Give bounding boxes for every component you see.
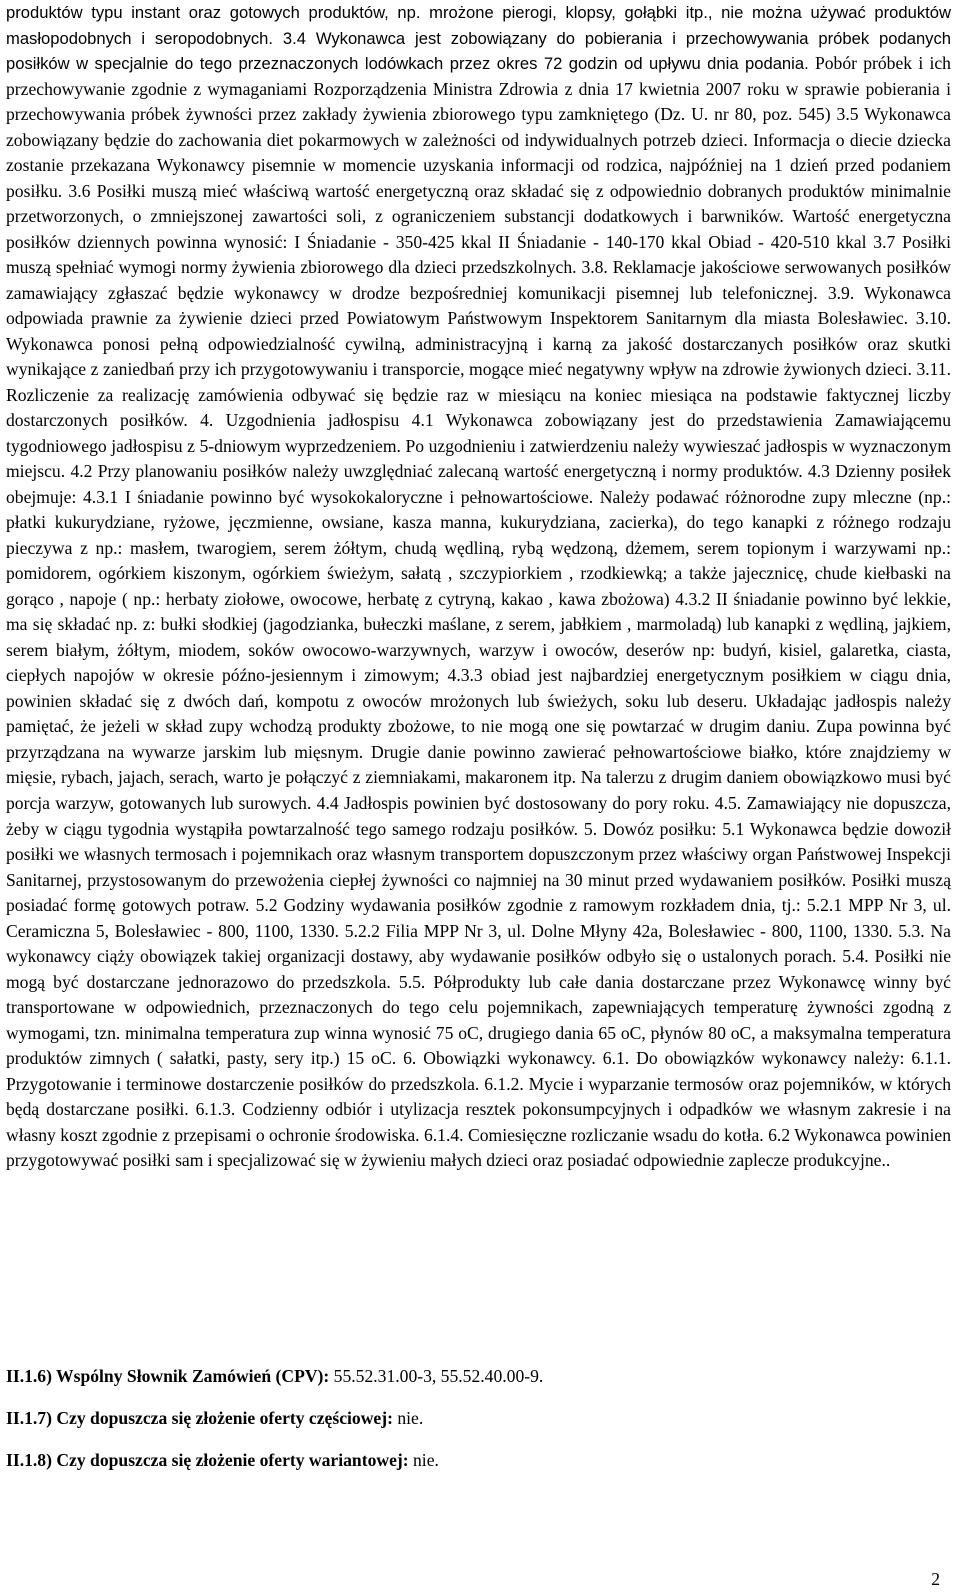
partial-offer-value: nie. — [392, 1408, 424, 1428]
document-page — [6, 0, 951, 1470]
cpv-label: II.1.6) Wspólny Słownik Zamówień (CPV): — [6, 1366, 330, 1386]
partial-offer-field — [6, 1406, 423, 1430]
page-number: 2 — [931, 1569, 940, 1589]
specification-paragraph — [6, 0, 951, 1174]
variant-offer-label: II.1.8) Czy dopuszcza się złożenie oferty wariantowej: — [6, 1450, 409, 1470]
partial-offer-label: II.1.7) Czy dopuszcza się złożenie oferty częściowej: — [6, 1408, 393, 1428]
variant-offer-field — [6, 1448, 439, 1472]
cpv-value: 55.52.31.00-3, 55.52.40.00-9. — [329, 1366, 544, 1386]
paragraph-part-sans: produktów typu instant oraz gotowych produktów, np. mrożone pierogi, klopsy, gołąbki itp., nie można używać produktów masłopodobnych i seropodobnych. 3.4 Wykonawca jest zobowiązany do pobierania i przechowywania próbek podanych posiłków w specjalnie do tego przeznaczonych lodówkach przez okres 72 godzin od upływu dnia podania. — [6, 3, 951, 74]
cpv-field — [6, 1364, 543, 1388]
variant-offer-value: nie. — [408, 1450, 439, 1470]
paragraph-part-serif: Pobór próbek i ich przechowywanie zgodnie z wymaganiami Rozporządzenia Ministra Zdrowia z dnia 17 kwietnia 2007 roku w sprawie pobierania i przechowywania próbek żywności przez zakłady żywienia zbiorowego typu zamkniętego (Dz. U. nr 80, poz. 545) 3.5 Wykonawca zobowiązany będzie do zachowania diet pokarmowych w zależności od indywidualnych potrzeb dzieci. Informacja o diecie dziecka zostanie przekazana Wykonawcy pisemnie w momencie uzyskania informacji od rodzica, najpóźniej na 1 dzień przed podaniem posiłku. 3.6 Posiłki muszą mieć właściwą wartość energetyczną oraz składać się z odpowiednio dobranych produktów minimalnie przetworzonych, o zmniejszonej zawartości soli, z ograniczeniem substancji dodatkowych i barwników. Wartość energetyczna posiłków dziennych powinna wynosić: I Śniadanie - 350-425 kkal II Śniadanie - 140-170 kkal Obiad - 420-510 kkal 3.7 Posiłki muszą spełniać wymogi normy żywienia zbiorowego dla dzieci przedszkolnych. 3.8. Reklamacje jakościowe serwowanych posiłków zamawiający zgłaszać będzie wykonawcy w drodze bezpośredniej komunikacji pisemnej lub telefonicznej. 3.9. Wykonawca odpowiada prawnie za żywienie dzieci przed Powiatowym Państwowym Inspektorem Sanitarnym dla miasta Bolesławiec. 3.10. Wykonawca ponosi pełną odpowiedzialność cywilną, administracyjną i karną za jakość dostarczanych posiłków oraz skutki wynikające z zaniedbań przy ich przygotowywaniu i transporcie, mogące mieć negatywny wpływ na zdrowie żywionych dzieci. 3.11. Rozliczenie za realizację zamówienia odbywać się będzie raz w miesiącu na koniec miesiąca na podstawie faktycznej liczby dostarczonych posiłków. 4. Uzgodnienia jadłospisu 4.1 Wykonawca zobowiązany jest do przedstawienia Zamawiającemu tygodniowego jadłospisu z 5-dniowym wyprzedzeniem. Po uzgodnieniu i zatwierdzeniu należy wywieszać jadłospis w wyznaczonym miejscu. 4.2 Przy planowaniu posiłków należy uwzględniać zalecaną wartość energetyczną i normy produktów. 4.3 Dzienny posiłek obejmuje: 4.3.1 I śniadanie powinno być wysokokaloryczne i pełnowartościowe. Należy podawać różnorodne zupy mleczne (np.: płatki kukurydziane, ryżowe, jęczmienne, owsiane, kasza manna, kukurydziana, zacierka), do tego kanapki z różnego rodzaju pieczywa z np.: masłem, twarogiem, serem żółtym, chudą wędliną, rybą wędzoną, dżemem, serem topionym i warzywami np.: pomidorem, ogórkiem kiszonym, ogórkiem świeżym, sałatą , szczypiorkiem , rzodkiewką; a także jajecznicę, chude kiełbaski na gorąco , napoje ( np.: herbaty ziołowe, owocowe, herbatę z cytryną, kakao , kawa zbożowa) 4.3.2 II śniadanie powinno być lekkie, ma się składać np. z: bułki słodkiej (jagodzianka, bułeczki maślane, z serem, jabłkiem , marmoladą) lub kanapki z wędliną, jajkiem, serem białym, żółtym, miodem, soków owocowo-warzywnych, warzyw i owoców, deserów np: budyń, kisiel, galaretka, ciasta, ciepłych napojów w okresie późno-jesiennym i zimowym; 4.3.3 obiad jest najbardziej energetycznym posiłkiem w ciągu dnia, powinien składać się z dwóch dań, kompotu z owoców mrożonych lub świeżych, soku lub deseru. Układając jadłospis należy pamiętać, że jeżeli w skład zupy wchodzą produkty zbożowe, to nie mogą one się powtarzać w drugim daniu. Zupa powinna być przyrządzana na wywarze jarskim lub mięsnym. Drugie danie powinno zawierać pełnowartościowe białko, które znajdziemy w mięsie, rybach, jajach, serach, warto je połączyć z ziemniakami, makaronem itp. Na talerzu z drugim daniem obowiązkowo musi być porcja warzyw, gotowanych lub surowych. 4.4 Jadłospis powinien być dostosowany do pory roku. 4.5. Zamawiający nie dopuszcza, żeby w ciągu tygodnia wystąpiła powtarzalność tego samego rodzaju posiłków. 5. Dowóz posiłku: 5.1 Wykonawca będzie dowoził posiłki we własnych termosach i pojemnikach oraz własnym transportem dopuszczonym przez właściwy organ Państwowej Inspekcji Sanitarnej, przystosowanym do przewożenia ciepłej żywności co najmniej na 30 minut przed wydawaniem posiłków. Posiłki muszą posiadać formę gotowych potraw. 5.2 Godziny wydawania posiłków zgodnie z ramowym rozkładem dnia, tj.: 5.2.1 MPP Nr 3, ul. Ceramiczna 5, Bolesławiec - 800, 1100, 1330. 5.2.2 Filia MPP Nr 3, ul. Dolne Młyny 42a, Bolesławiec - 800, 1100, 1330. 5.3. Na wykonawcy ciąży obowiązek takiej organizacji dostawy, aby wydawanie posiłków odbyło się o ustalonych porach. 5.4. Posiłki nie mogą być dostarczane jednorazowo do przedszkola. 5.5. Półprodukty lub całe dania dostarczane przez Wykonawcę winny być transportowane w odpowiednich, przeznaczonych do tego celu pojemnikach, zapewniających temperaturę żywności zgodną z wymogami, tzn. minimalna temperatura zup winna wynosić 75 oC, drugiego dania 65 oC, płynów 80 oC, a maksymalna temperatura produktów zimnych ( sałatki, pasty, sery itp.) 15 oC. 6. Obowiązki wykonawcy. 6.1. Do obowiązków wykonawcy należy: 6.1.1. Przygotowanie i terminowe dostarczenie posiłków do przedszkola. 6.1.2. Mycie i wyparzanie termosów oraz pojemników, w których będą dostarczane posiłki. 6.1.3. Codzienny odbiór i utylizacja resztek pokonsumpcyjnych i odpadków we własnym zakresie i na własny koszt zgodnie z przepisami o ochronie środowiska. 6.1.4. Comiesięczne rozliczanie wsadu do kotła. 6.2 Wykonawca powinien przygotowywać posiłki sam i specjalizować się w żywieniu małych dzieci oraz posiadać odpowiednie zaplecze produkcyjne.. — [6, 53, 951, 1171]
